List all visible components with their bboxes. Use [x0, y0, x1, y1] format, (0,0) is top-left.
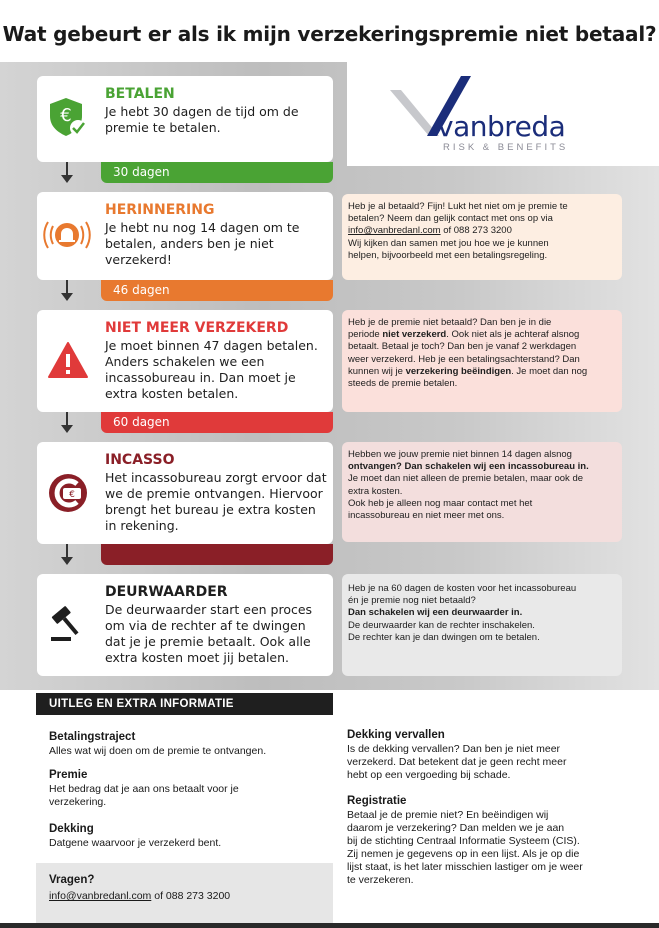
arrow-down-icon — [57, 544, 77, 566]
def-title: Registratie — [347, 795, 407, 807]
day-bar-incasso — [101, 544, 333, 565]
note-incasso: Hebben we jouw premie niet binnen 14 dagen alsnog ontvangen? Dan schakelen wij een incassobureau in. Je moet dan niet alleen de premie betalen, maar ook de extra kosten. Ook heb je alleen nog maar contact met het incassobureau en niet meer met ons. — [342, 442, 622, 542]
step-niet-meer-verzekerd — [37, 310, 333, 412]
def-title: Premie — [49, 769, 88, 781]
svg-text:€: € — [69, 490, 75, 500]
email-link[interactable]: info@vanbredanl.com — [348, 225, 441, 237]
step-title: NIET MEER VERZEKERD — [105, 320, 289, 336]
def-body: Is de dekking vervallen? Dan ben je niet meer verzekerd. Dat betekent dat je geen recht meer hebt op een vergoeding bij schade. — [347, 743, 567, 781]
note-niet-meer-verzekerd: Heb je de premie niet betaald? Dan ben je in die periode niet verzekerd. Ook niet als je achteraf alsnog betaalt. Betaal je toch? Dan ben je vanaf 2 werkdagen weer verzekerd. Heb je een betalingsachterstand? Dan kunnen wij je verzekering beëindigen. Je moet dan nog steeds de premie betalen. — [342, 310, 622, 412]
step-body: Je hebt nu nog 14 dagen om te betalen, anders ben je niet verzekerd! — [105, 220, 300, 267]
def-title: Betalingstraject — [49, 731, 136, 743]
arrow-down-icon — [57, 280, 77, 302]
euro-magnet-icon — [47, 472, 89, 514]
def-body: Betaal je de premie niet? En beëindigen wij daarom je verzekering? Dan melden we je aan bij de stichting Centraal Informatie Systeem (CIS). Zij nemen je gegevens op in een lijst. Als je op die lijst staat, is het later misschien lastiger om je weer te verzekeren. — [347, 809, 583, 886]
warning-icon — [47, 340, 89, 382]
step-herinnering — [37, 192, 333, 280]
def-body: Het bedrag dat je aan ons betaalt voor je verzekering. — [49, 783, 239, 808]
svg-text:€: € — [60, 105, 72, 126]
step-body: De deurwaarder start een proces om via de rechter af te dwingen dat je je premie betaalt. Ook alle extra kosten moet jij betalen. — [105, 602, 313, 665]
vragen-box — [36, 863, 333, 925]
arrow-down-icon — [57, 412, 77, 434]
step-title: INCASSO — [105, 452, 175, 468]
logo-wordmark: vanbreda — [437, 110, 566, 143]
step-incasso — [37, 442, 333, 544]
def-title: Dekking vervallen — [347, 729, 445, 741]
step-title: HERINNERING — [105, 202, 215, 218]
step-body: Je moet binnen 47 dagen betalen. Anders schakelen we een incassobureau in. Dan moet je extra kosten betalen. — [105, 338, 318, 401]
day-bar-60: 60 dagen — [101, 412, 333, 433]
step-title: BETALEN — [105, 86, 175, 102]
page-title: Wat gebeurt er als ik mijn verzekeringspremie niet betaal? — [2, 22, 657, 46]
def-body: Datgene waarvoor je verzekerd bent. — [49, 837, 222, 849]
step-deurwaarder — [37, 574, 333, 676]
email-link[interactable]: info@vanbredanl.com — [49, 890, 152, 902]
vragen-title: Vragen? — [49, 874, 95, 886]
footer-bar — [0, 923, 659, 928]
logo — [347, 62, 659, 166]
step-body: Je hebt 30 dagen de tijd om de premie te betalen. — [105, 104, 299, 135]
logo-subtitle: RISK & BENEFITS — [443, 142, 569, 153]
day-bar-30: 30 dagen — [101, 162, 333, 183]
def-title: Dekking — [49, 823, 94, 835]
note-herinnering: Heb je al betaald? Fijn! Lukt het niet om je premie te betalen? Neem dan gelijk contact met ons op via info@vanbredanl.com of 088 273 3200 Wij kijken dan samen met jou hoe we je kunnen helpen, bijvoorbeeld met een betalingsregeling. — [342, 194, 622, 280]
vragen-contact: info@vanbredanl.com of 088 273 3200 — [49, 890, 231, 902]
step-body: Het incassobureau zorgt ervoor dat we de premie ontvangen. Hiervoor brengt het bureau je extra kosten in rekening. — [105, 470, 327, 533]
info-heading: UITLEG EN EXTRA INFORMATIE — [36, 693, 333, 715]
gavel-icon — [47, 602, 89, 644]
day-bar-46: 46 dagen — [101, 280, 333, 301]
arrow-down-icon — [57, 162, 77, 184]
note-deurwaarder: Heb je na 60 dagen de kosten voor het incassobureau én je premie nog niet betaald? Dan schakelen wij een deurwaarder in. De deurwaarder kan de rechter inschakelen. De rechter kan je dan dwingen om te betalen. — [342, 574, 622, 676]
def-body: Alles wat wij doen om de premie te ontvangen. — [49, 745, 267, 757]
step-title: DEURWAARDER — [105, 584, 228, 600]
step-betalen — [37, 76, 333, 162]
alarm-bell-icon — [42, 214, 92, 256]
euro-shield-icon — [47, 96, 89, 138]
